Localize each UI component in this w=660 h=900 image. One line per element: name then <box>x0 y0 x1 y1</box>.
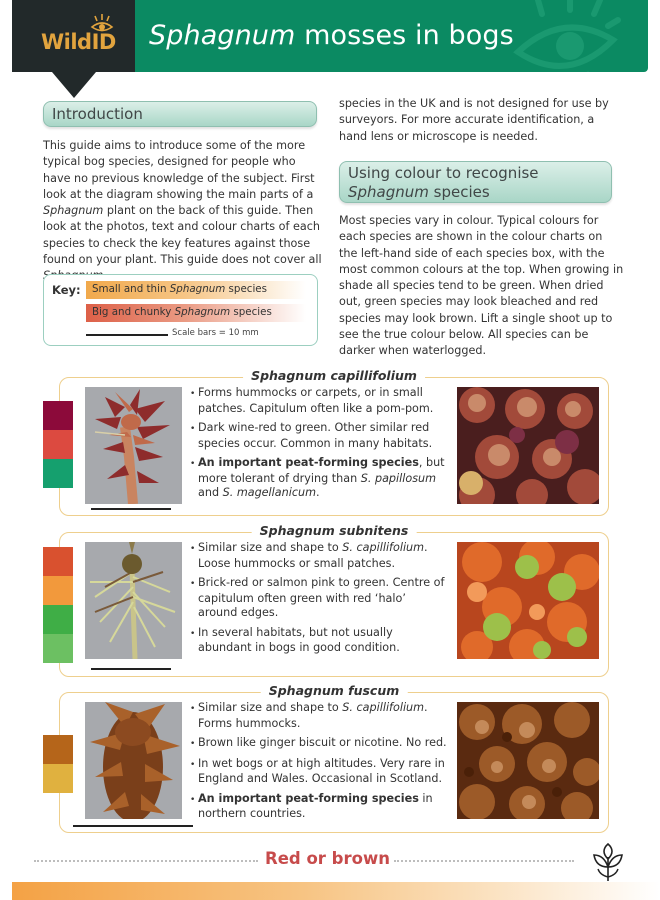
dotted-divider-left <box>34 860 258 862</box>
moss-carpet-image <box>457 542 599 659</box>
bullet-text: Similar size and shape to <box>198 541 343 554</box>
key-label: Key: <box>52 283 81 297</box>
intro-text-part: plant on the back of this guide. Then look at the photos, text and colour charts of each species to check the key features against those found on your plant. This guide does not cover all <box>43 204 322 267</box>
species-box-fuscum <box>59 683 609 833</box>
colour-heading <box>339 161 612 203</box>
key-big-species <box>86 304 306 322</box>
bullet-item <box>190 576 448 621</box>
bullet-text: Forms hummocks or carpets, or in small patches. Capitulum often like a pom-pom. <box>198 386 434 415</box>
bullet-item <box>190 701 448 731</box>
bullet-text: . Forms hummocks. <box>198 701 428 730</box>
colour-swatch <box>43 605 73 634</box>
key-italic: Sphagnum <box>169 283 226 295</box>
scale-bar-label: Scale bars = 10 mm <box>172 328 259 338</box>
bullet-italic: S. capillifolium <box>342 701 425 714</box>
logo-text: WildID <box>41 30 116 54</box>
bullet-text: In several habitats, but not usually abundant in bogs in good condition. <box>198 625 400 654</box>
page-title <box>149 20 514 51</box>
colour-heading-line2 <box>348 183 603 202</box>
colour-swatch <box>43 576 73 605</box>
bullet-item <box>190 386 448 416</box>
colour-chart <box>43 735 73 793</box>
bullet-text: in northern countries. <box>198 791 433 820</box>
colour-heading-italic: Sphagnum <box>348 183 429 201</box>
key-small-species <box>86 281 306 299</box>
bullet-item <box>190 421 448 451</box>
colour-swatch <box>43 459 73 488</box>
species-name: Sphagnum fuscum <box>261 683 408 698</box>
plant-photo <box>85 702 182 819</box>
bullet-text: . <box>315 486 320 499</box>
introduction-heading: Introduction <box>43 101 317 127</box>
eye-watermark-icon <box>508 0 628 72</box>
habitat-photo <box>457 702 599 819</box>
page-header <box>12 0 648 72</box>
footer-colour-band <box>12 882 660 900</box>
habitat-photo <box>457 542 599 659</box>
bullet-bold: An important peat-forming species <box>198 791 419 805</box>
moss-shoot-image <box>85 542 182 659</box>
key-text: Small and thin <box>92 283 170 295</box>
moss-shoot-image <box>85 387 182 504</box>
bullet-text: Similar size and shape to <box>198 701 343 714</box>
bullet-item <box>190 792 448 822</box>
bullet-item <box>190 541 448 571</box>
species-bullets <box>190 701 448 827</box>
species-bullets <box>190 386 448 506</box>
colour-swatch <box>43 547 73 576</box>
bullet-item <box>190 456 448 501</box>
bullet-item <box>190 736 448 752</box>
scale-bar <box>91 668 171 670</box>
bullet-italic: S. magellanicum <box>222 486 316 499</box>
species-name: Sphagnum subnitens <box>252 523 417 538</box>
colour-swatch <box>43 764 73 793</box>
bullet-italic: S. papillosum <box>360 471 437 485</box>
species-box-subnitens <box>59 523 609 677</box>
colour-chart <box>43 547 73 663</box>
key-text: species <box>225 283 268 295</box>
colour-heading-line1: Using colour to recognise <box>348 164 539 182</box>
colour-heading-rest: species <box>428 183 490 201</box>
species-box-capillifolium <box>59 368 609 516</box>
colour-text: Most species vary in colour. Typical colours for each species are shown in the colour charts on the left-hand side of each species box, with the most common colours at the top. When growing in shade all species tend to be green. When dried out, green species may look bleached and red species may look brown. Lift a single shoot up to see the true colour below. All species can be darker when waterlogged. <box>339 214 624 358</box>
intro-text-part: This guide aims to introduce some of the more typical bog species, designed for people who have no previous knowledge of the subject. First look at the diagram showing the main parts of a <box>43 139 315 201</box>
scale-bar <box>73 825 193 827</box>
bullet-item <box>190 757 448 787</box>
bullet-text: In wet bogs or at high altitudes. Very rare in England and Wales. Occasional in Scotland. <box>198 756 445 785</box>
key-text: species <box>230 306 272 318</box>
dotted-divider-right <box>394 860 574 862</box>
plant-photo <box>85 542 182 659</box>
moss-carpet-image <box>457 702 599 819</box>
colour-swatch <box>43 735 73 764</box>
moss-shoot-image <box>85 702 182 819</box>
bullet-text: Brick-red or salmon pink to green. Centre of capitulum often green with red ‘halo’ around edges. <box>198 576 445 619</box>
colour-group-label: Red or brown <box>265 849 390 868</box>
key-legend <box>43 274 318 346</box>
logo-pointer <box>52 72 96 98</box>
introduction-text-continued: species in the UK and is not designed for use by surveyors. For more accurate identification, a hand lens or microscope is needed. <box>339 97 609 143</box>
colour-swatch <box>43 401 73 430</box>
colour-swatch <box>43 634 73 663</box>
title-rest: mosses in bogs <box>295 20 514 51</box>
species-bullets <box>190 541 448 661</box>
species-name: Sphagnum capillifolium <box>243 368 425 383</box>
colour-chart <box>43 401 73 488</box>
bullet-text: , but more tolerant of drying than <box>198 456 445 485</box>
bullet-item <box>190 626 448 656</box>
intro-text-italic: Sphagnum <box>43 204 104 218</box>
title-banner <box>135 0 648 72</box>
moss-carpet-image <box>457 387 599 504</box>
wildid-logo <box>12 0 135 72</box>
introduction-text <box>43 138 325 285</box>
bullet-text: Dark wine-red to green. Other similar red species occur. Common in many habitats. <box>198 421 433 450</box>
bullet-text: and <box>198 486 223 499</box>
leaf-icon <box>592 843 624 881</box>
colour-swatch <box>43 430 73 459</box>
bullet-text: Brown like ginger biscuit or nicotine. No red. <box>198 736 447 749</box>
bullet-bold: An important peat-forming species <box>198 456 419 469</box>
key-italic: Sphagnum <box>174 306 231 318</box>
key-text: Big and chunky <box>92 306 175 318</box>
habitat-photo <box>457 387 599 504</box>
bullet-italic: S. capillifolium <box>342 541 425 554</box>
plant-photo <box>85 387 182 504</box>
bullet-text: . Loose hummocks or small patches. <box>198 541 428 570</box>
title-italic: Sphagnum <box>149 20 296 51</box>
scale-bar-sample <box>86 334 168 336</box>
scale-bar <box>91 508 171 510</box>
